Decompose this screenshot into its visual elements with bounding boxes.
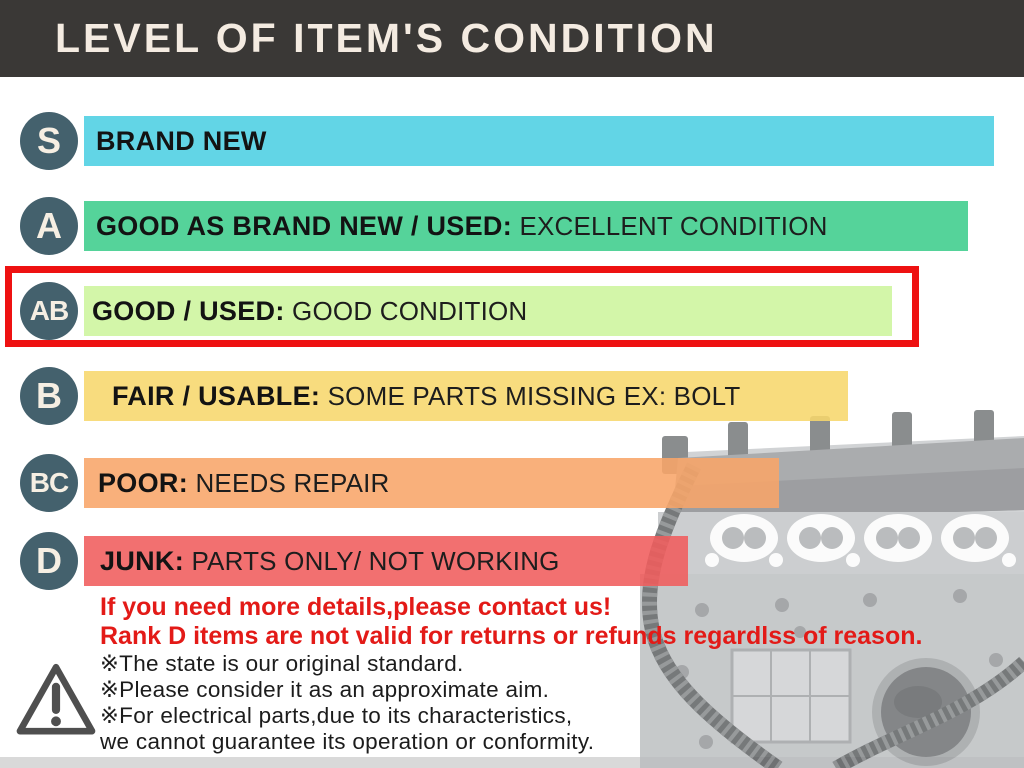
condition-label: POOR: [98,468,189,498]
note-line-2: ※Please consider it as an approximate aim. [100,677,550,702]
condition-label: GOOD AS BRAND NEW / USED: [96,211,513,241]
grade-badge: A [20,197,78,255]
note-line-3: ※For electrical parts,due to its characteristics, [100,703,573,728]
condition-row [0,197,1024,255]
alert-line-2: Rank D items are not valid for returns or refunds regardlss of reason. [100,622,923,650]
condition-bar [84,286,892,336]
grade-badge: B [20,367,78,425]
alert-line-1: If you need more details,please contact us! [100,593,612,621]
condition-row [0,282,1024,340]
note-line-4: we cannot guarantee its operation or conformity. [100,729,595,754]
condition-detail: GOOD CONDITION [284,296,528,326]
condition-label: JUNK: [100,546,185,576]
condition-bar [84,536,688,586]
grade-badge: D [20,532,78,590]
grade-badge: BC [20,454,78,512]
grade-badge: AB [20,282,78,340]
highlight-frame [5,266,919,347]
condition-bar [84,116,994,166]
condition-detail: SOME PARTS MISSING EX: BOLT [320,381,741,411]
engine-photo [640,410,1024,768]
header-bar [0,0,1024,77]
grade-badge: S [20,112,78,170]
condition-label: GOOD / USED: [92,296,285,326]
alert-text [100,593,922,651]
disclaimer-notes [100,651,594,755]
condition-detail: PARTS ONLY/ NOT WORKING [184,546,560,576]
condition-label: BRAND NEW [96,126,267,156]
page-title: LEVEL OF ITEM'S CONDITION [55,15,718,61]
condition-detail: EXCELLENT CONDITION [512,211,828,241]
condition-label: FAIR / USABLE: [112,381,321,411]
condition-bar [84,201,968,251]
note-line-1: ※The state is our original standard. [100,651,464,676]
condition-row [0,112,1024,170]
condition-detail: NEEDS REPAIR [188,468,390,498]
warning-triangle-icon [15,660,97,740]
